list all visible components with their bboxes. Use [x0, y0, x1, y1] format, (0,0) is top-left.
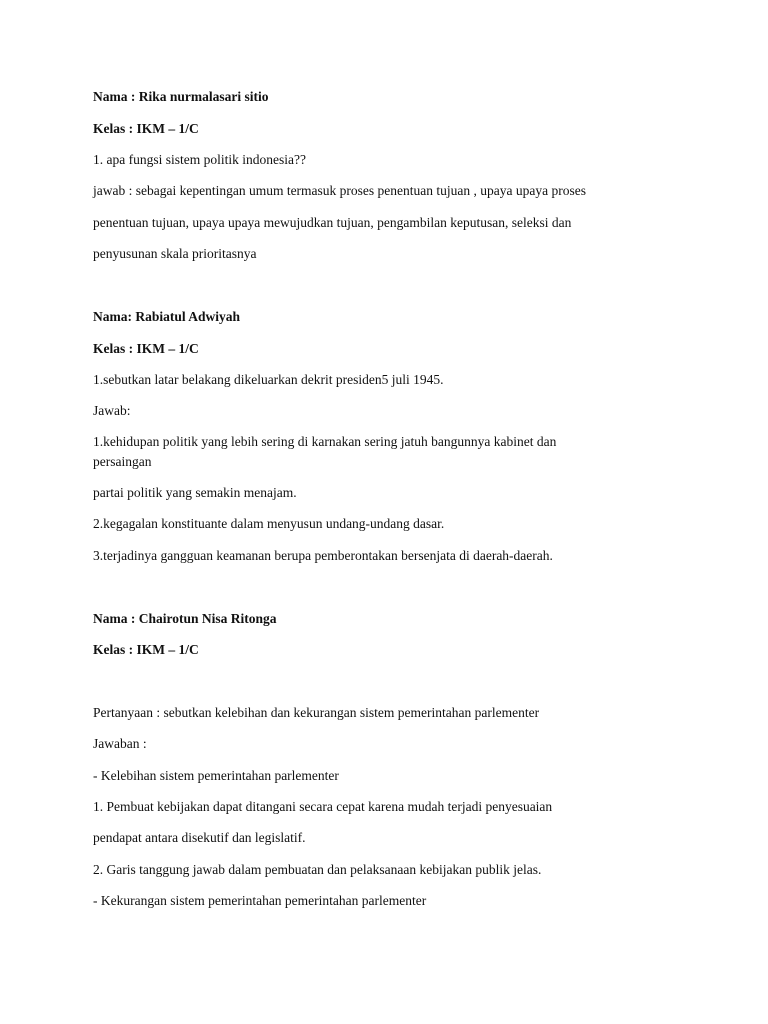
section3-student-name: Nama : Chairotun Nisa Ritonga	[93, 611, 277, 626]
section2-answer-line: partai politik yang semakin menajam.	[93, 485, 297, 500]
section2-answer-line: 1.kehidupan politik yang lebih sering di karnakan sering jatuh bangunnya kabinet dan	[93, 434, 557, 449]
section1-class: Kelas : IKM – 1/C	[93, 121, 199, 136]
section2-answer-line: 3.terjadinya gangguan keamanan berupa pemberontakan bersenjata di daerah-daerah.	[93, 548, 553, 563]
section3-answer-label: Jawaban :	[93, 736, 147, 751]
section3-answer-line: - Kekurangan sistem pemerintahan pemerintahan parlementer	[93, 893, 427, 908]
section3-answer-line: pendapat antara disekutif dan legislatif.	[93, 830, 306, 845]
section1-answer-line: penyusunan skala prioritasnya	[93, 246, 257, 261]
section3-answer-line: 2. Garis tanggung jawab dalam pembuatan dan pelaksanaan kebijakan publik jelas.	[93, 862, 542, 877]
section3-answer-line: 1. Pembuat kebijakan dapat ditangani secara cepat karena mudah terjadi penyesuaian	[93, 799, 553, 814]
section2-answer-line: persaingan	[93, 454, 152, 469]
section2-student-name: Nama: Rabiatul Adwiyah	[93, 309, 241, 324]
section3-answer-line: - Kelebihan sistem pemerintahan parlementer	[93, 768, 339, 783]
section1-answer-line: jawab : sebagai kepentingan umum termasuk proses penentuan tujuan , upaya upaya proses	[93, 183, 586, 198]
section3-question: Pertanyaan : sebutkan kelebihan dan kekurangan sistem pemerintahan parlementer	[93, 705, 540, 720]
section3-class: Kelas : IKM – 1/C	[93, 642, 199, 657]
section2-answer-label: Jawab:	[93, 403, 131, 418]
section1-student-name: Nama : Rika nurmalasari sitio	[93, 89, 269, 104]
section2-class: Kelas : IKM – 1/C	[93, 341, 199, 356]
section1-question: 1. apa fungsi sistem politik indonesia??	[93, 152, 306, 167]
section2-answer-line: 2.kegagalan konstituante dalam menyusun undang-undang dasar.	[93, 516, 445, 531]
section1-answer-line: penentuan tujuan, upaya upaya mewujudkan tujuan, pengambilan keputusan, seleksi dan	[93, 215, 572, 230]
section2-question: 1.sebutkan latar belakang dikeluarkan dekrit presiden5 juli 1945.	[93, 372, 444, 387]
